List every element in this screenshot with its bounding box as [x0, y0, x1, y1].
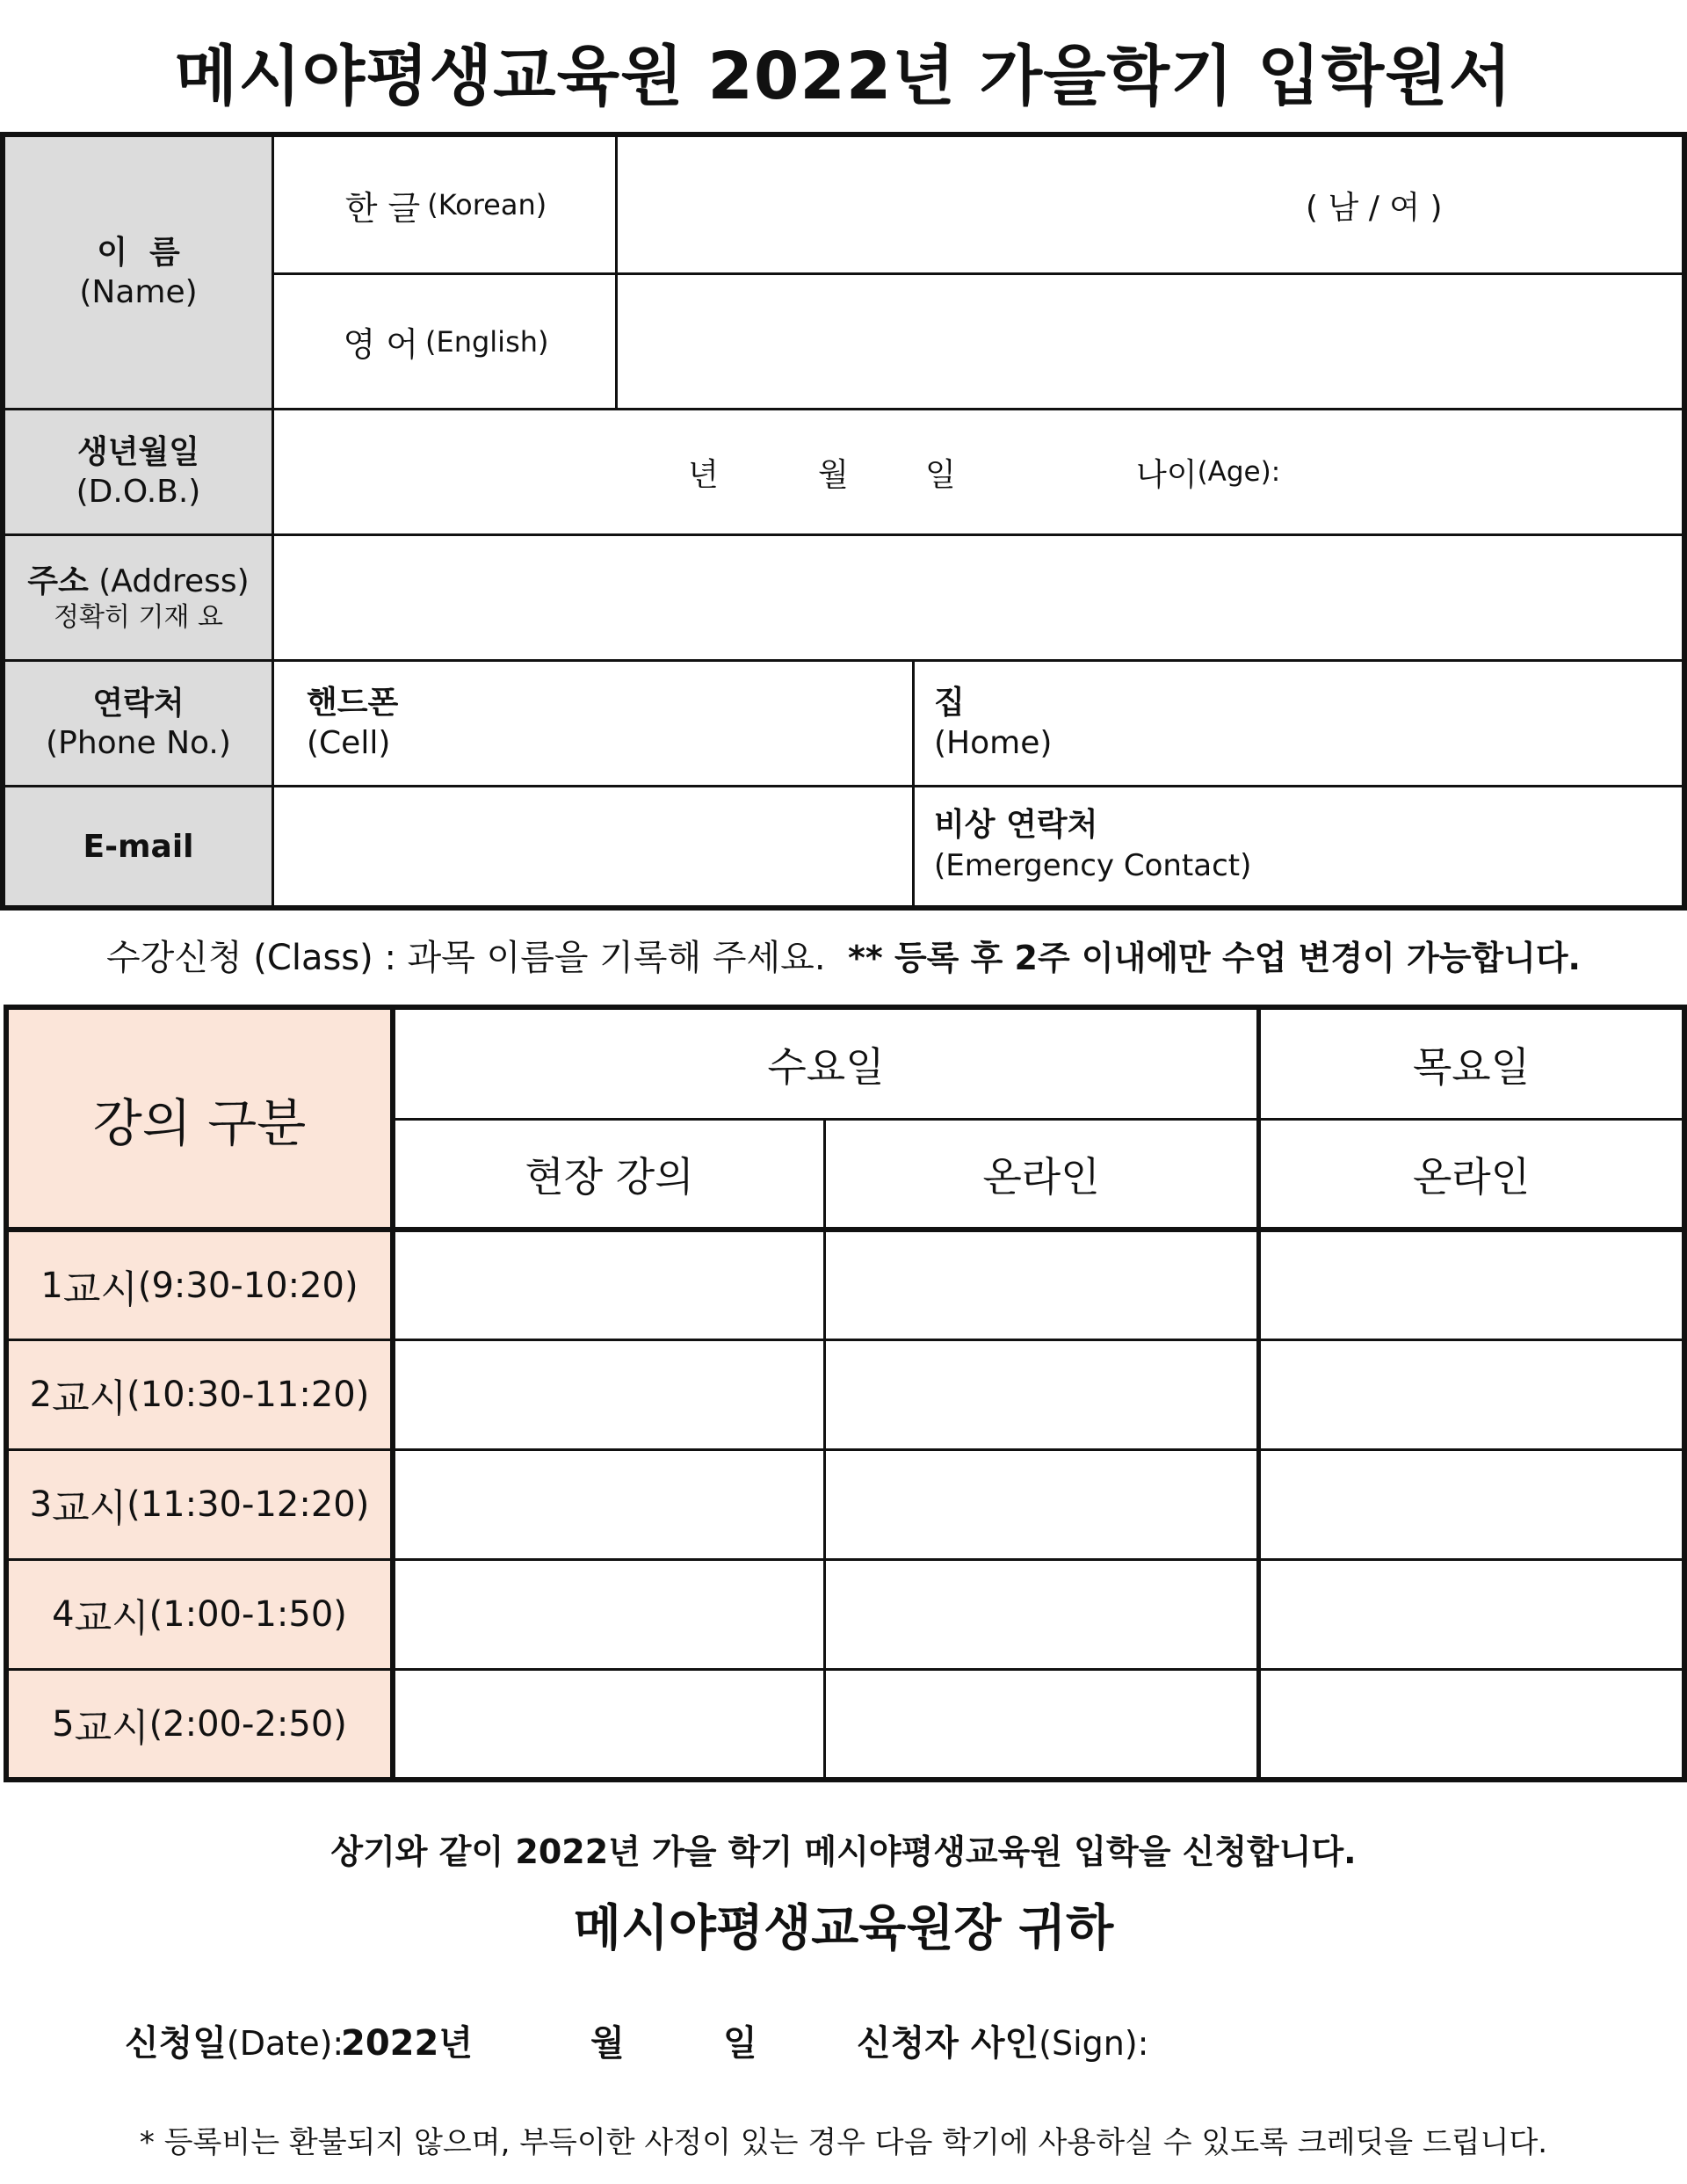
dob-label-en: (D.O.B.) — [76, 474, 201, 510]
class-category-header: 강의 구분 — [92, 1092, 307, 1153]
name-label-cell — [5, 137, 274, 408]
dob-field[interactable] — [277, 410, 1682, 533]
home-label: 집 — [934, 685, 965, 721]
address-field[interactable] — [277, 536, 1682, 659]
wednesday-onsite-header: 현장 강의 — [525, 1152, 694, 1201]
class-cell[interactable] — [395, 1341, 823, 1448]
thursday-header: 목요일 — [1412, 1042, 1531, 1091]
period-2-label: 2 교시 (10:30-11:20) — [29, 1375, 370, 1421]
form-title: 메시야평생교육원 2022년 가을학기 입학원서 — [174, 39, 1513, 114]
application-date-label: 신청일(Date): — [125, 2023, 344, 2064]
personal-info-table — [0, 132, 1687, 911]
wednesday-online-header: 온라인 — [982, 1152, 1100, 1201]
class-cell[interactable] — [395, 1451, 823, 1558]
class-cell[interactable] — [1261, 1232, 1682, 1339]
class-cell[interactable] — [1261, 1451, 1682, 1558]
refund-footnote: * 등록비는 환불되지 않으며, 부득이한 사정이 있는 경우 다음 학기에 사용하실 수 있도록 크레딧을 드립니다. — [139, 2125, 1548, 2160]
home-phone-field[interactable] — [915, 662, 1682, 785]
dob-label: 생년월일 — [76, 434, 200, 470]
period-3-label: 3 교시 (11:30-12:20) — [29, 1484, 370, 1531]
email-field[interactable] — [277, 787, 912, 905]
class-cell[interactable] — [826, 1232, 1256, 1339]
class-cell[interactable] — [826, 1561, 1256, 1668]
class-cell[interactable] — [395, 1561, 823, 1668]
period-4-label: 4 교시 (1:00-1:50) — [52, 1594, 347, 1641]
period-5-label: 5 교시 (2:00-2:50) — [52, 1703, 347, 1751]
thursday-online-header: 온라인 — [1412, 1152, 1531, 1201]
class-cell[interactable] — [826, 1341, 1256, 1448]
email-label-cell — [5, 787, 274, 905]
class-cell[interactable] — [395, 1671, 823, 1777]
contact-label-cell — [5, 662, 274, 785]
english-name-label: 영 어 (English) — [343, 324, 549, 364]
date-year: 2022년 — [341, 2023, 473, 2064]
cell-label-en: (Cell) — [307, 725, 391, 762]
dob-month-label: 월 — [818, 456, 849, 493]
addressee: 메시야평생교육원장 귀하 — [573, 1900, 1114, 1957]
dob-year-label: 년 — [688, 456, 719, 493]
age-label: 나이 (Age): — [1136, 456, 1281, 493]
address-note: 정확히 기재 요 — [54, 601, 223, 633]
korean-name-field[interactable] — [618, 137, 1682, 272]
address-label-en: (Address) — [98, 562, 250, 599]
cell-phone-field[interactable] — [277, 662, 912, 785]
class-instruction-text: 수강신청 (Class) : 과목 이름을 기록해 주세요. — [106, 938, 826, 978]
declaration: 상기와 같이 2022년 가을 학기 메시야평생교육원 입학을 신청합니다. — [330, 1832, 1357, 1871]
date-year-field[interactable] — [466, 2015, 580, 2059]
emergency-contact-field[interactable] — [915, 787, 1682, 905]
class-cell[interactable] — [826, 1451, 1256, 1558]
signature-label: 신청자 사인(Sign): — [857, 2023, 1149, 2064]
emergency-label-en: (Emergency Contact) — [934, 848, 1252, 884]
dob-label-cell — [5, 410, 274, 533]
dob-day-label: 일 — [925, 456, 956, 493]
english-name-field[interactable] — [618, 275, 1682, 408]
class-cell[interactable] — [1261, 1341, 1682, 1448]
home-label-en: (Home) — [934, 725, 1053, 762]
name-label-en: (Name) — [79, 274, 198, 310]
korean-name-label: 한 글 (Korean) — [344, 188, 547, 228]
contact-label: 연락처 — [92, 686, 185, 722]
gender-select[interactable]: ( 남 / 여 ) — [1306, 190, 1443, 226]
address-label: 주소 — [27, 562, 89, 599]
wednesday-header: 수요일 — [767, 1042, 885, 1091]
class-instruction — [0, 930, 1687, 980]
class-cell[interactable] — [826, 1671, 1256, 1777]
emergency-label: 비상 연락처 — [934, 807, 1098, 843]
contact-label-en: (Phone No.) — [46, 725, 231, 761]
date-month: 월 — [590, 2023, 625, 2064]
class-cell[interactable] — [1261, 1671, 1682, 1777]
email-label: E-mail — [83, 828, 194, 865]
class-cell[interactable] — [1261, 1561, 1682, 1668]
date-day: 일 — [723, 2023, 757, 2064]
class-cell[interactable] — [395, 1232, 823, 1339]
class-schedule-table — [4, 1005, 1687, 1782]
period-1-label: 1 교시 (9:30-10:20) — [40, 1265, 358, 1312]
address-label-cell — [5, 536, 274, 659]
cell-label: 핸드폰 — [307, 685, 399, 721]
signature-field[interactable] — [1133, 2015, 1573, 2059]
name-label: 이 름 — [97, 235, 180, 271]
class-change-warning: ** 등록 후 2주 이내에만 수업 변경이 가능합니다. — [847, 939, 1581, 977]
